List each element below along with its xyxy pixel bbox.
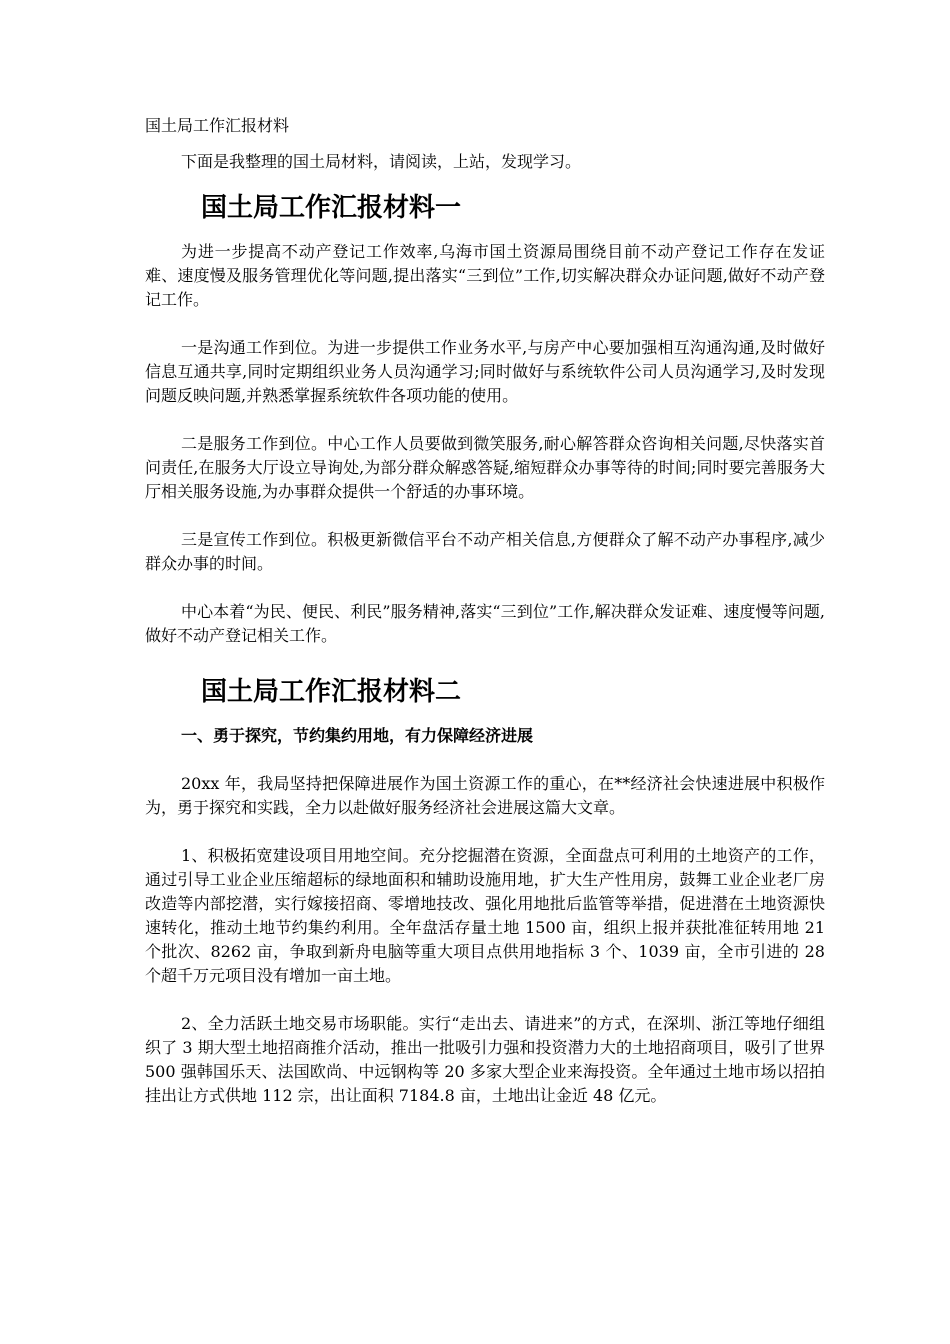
section-one-paragraph-3: 二是服务工作到位。中心工作人员要做到微笑服务,耐心解答群众咨询相关问题,尽快落实首问责任,在服务大厅设立导询处,为部分群众解惑答疑,缩短群众办事等待的时间;同时要完善服务大厅相关服务设施,为办事群众提供一个舒适的办事环境。 [145, 434, 825, 501]
section-one-paragraph-2: 一是沟通工作到位。为进一步提供工作业务水平,与房产中心要加强相互沟通沟通,及时做好信息互通共享,同时定期组织业务人员沟通学习;同时做好与系统软件公司人员沟通学习,及时发现问题反映问题,并熟悉掌握系统软件各项功能的使用。 [145, 338, 825, 405]
document-page [145, 112, 825, 1132]
section-two-subheading: 一、勇于探究，节约集约用地，有力保障经济进展 [181, 726, 534, 745]
section-two-paragraph-1: 20xx 年，我局坚持把保障进展作为国土资源工作的重心，在**经济社会快速进展中积极作为，勇于探究和实践，全力以赴做好服务经济社会进展这篇大文章。 [145, 774, 825, 817]
section-two-heading: 国土局工作汇报材料二 [201, 677, 462, 707]
document-title: 国土局工作汇报材料 [145, 116, 290, 135]
section-two-paragraph-2: 1、积极拓宽建设项目用地空间。充分挖掘潜在资源，全面盘点可利用的土地资产的工作，通过引导工业企业压缩超标的绿地面积和辅助设施用地，扩大生产性用房，鼓舞工业企业老厂房改造等内部挖潜，实行嫁接招商、零增地技改、强化用地批后监管等举措，促进潜在土地资源快速转化，推动土地节约集约利用。全年盘活存量土地 1500 亩，组织上报并获批准征转用地 21 个批次、8262 亩，争取到新舟电脑等重大项目点供用地指标 3 个、1039 亩，全市引进的 28 个超千万元项目没有增加一亩土地。 [145, 846, 825, 985]
section-one [145, 188, 825, 648]
section-two-paragraph-3: 2、全力活跃土地交易市场职能。实行“走出去、请进来”的方式，在深圳、浙江等地仔细组织了 3 期大型土地招商推介活动，推出一批吸引力强和投资潜力大的土地招商项目，吸引了世界 500 强韩国乐天、法国欧尚、中远钢构等 20 多家大型企业来海投资。全年通过土地市场以招拍挂出让方式供地 112 宗，出让面积 7184.8 亩，土地出让金近 48 亿元。 [145, 1014, 825, 1105]
section-one-heading: 国土局工作汇报材料一 [201, 193, 462, 223]
section-one-paragraph-5: 中心本着“为民、便民、利民”服务精神,落实“三到位”工作,解决群众发证难、速度慢等问题,做好不动产登记相关工作。 [145, 602, 825, 645]
document-intro: 下面是我整理的国土局材料，请阅读，上站，发现学习。 [181, 152, 582, 171]
section-one-paragraph-4: 三是宣传工作到位。积极更新微信平台不动产相关信息,方便群众了解不动产办事程序,减少群众办事的时间。 [145, 530, 825, 573]
section-one-paragraph-1: 为进一步提高不动产登记工作效率,乌海市国土资源局围绕目前不动产登记工作存在发证难、速度慢及服务管理优化等问题,提出落实“三到位”工作,切实解决群众办证问题,做好不动产登记工作。 [145, 242, 825, 309]
section-two [145, 672, 825, 1108]
